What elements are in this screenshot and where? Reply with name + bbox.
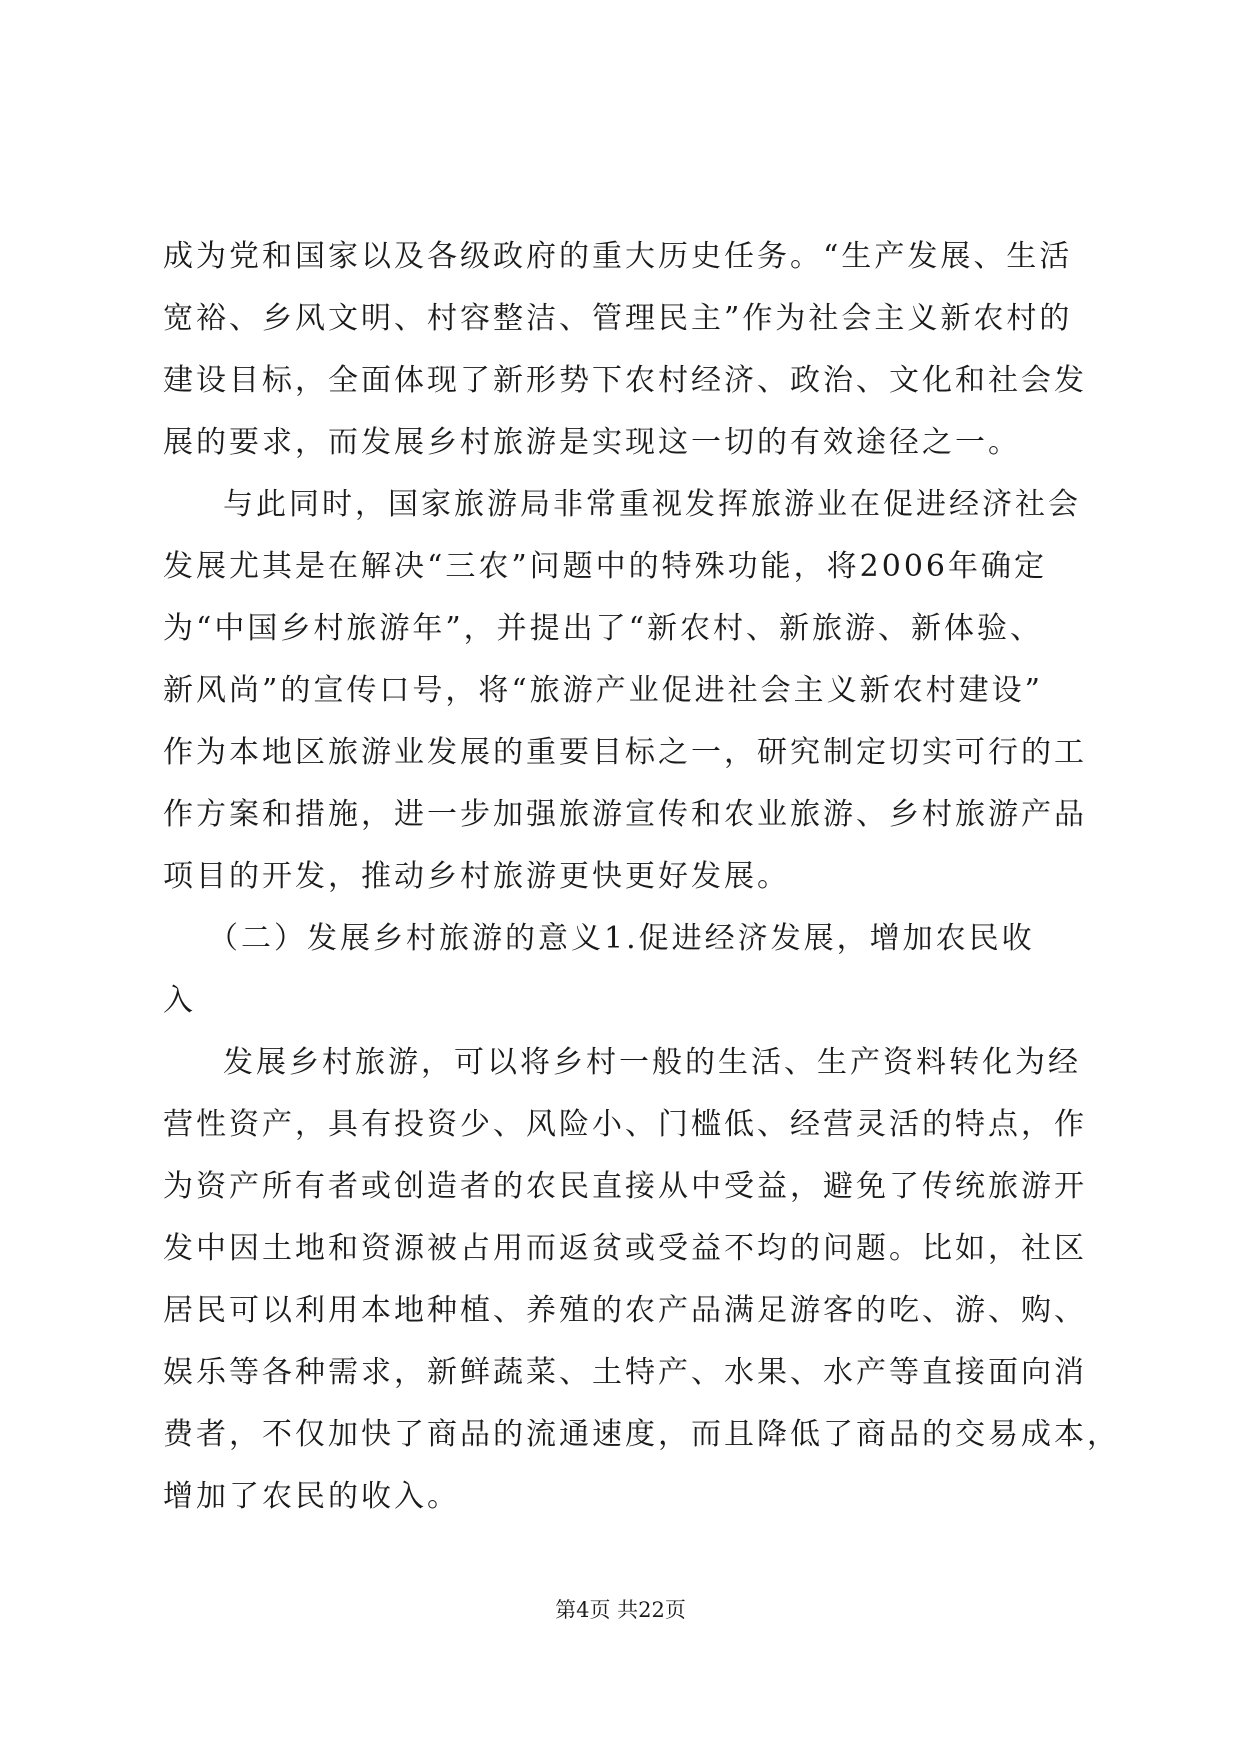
section-heading: （二）发展乡村旅游的意义1.促进经济发展，增加农民收 [208, 921, 1035, 956]
text-line: 新风尚”的宣传口号，将“旅游产业促进社会主义新农村建设” [163, 673, 1044, 708]
text-line: 作为本地区旅游业发展的重要目标之一，研究制定切实可行的工 [163, 735, 1087, 770]
document-body [163, 226, 1120, 1528]
text-line: 发展乡村旅游，可以将乡村一般的生活、生产资料转化为经 [223, 1045, 1081, 1080]
page-number: 第4页 共22页 [555, 1598, 686, 1622]
text-line: 与此同时，国家旅游局非常重视发挥旅游业在促进经济社会 [223, 487, 1081, 522]
text-line: 项目的开发，推动乡村旅游更快更好发展。 [163, 859, 790, 894]
text-line: 费者，不仅加快了商品的流通速度，而且降低了商品的交易成本， [163, 1417, 1120, 1452]
text-line: 成为党和国家以及各级政府的重大历史任务。“生产发展、生活 [163, 239, 1073, 274]
text-line: 发展尤其是在解决“三农”问题中的特殊功能，将2006年确定 [163, 549, 1048, 584]
text-line: 建设目标，全面体现了新形势下农村经济、政治、文化和社会发 [163, 363, 1087, 398]
text-line: 发中因土地和资源被占用而返贫或受益不均的问题。比如，社区 [163, 1231, 1087, 1266]
text-line: 居民可以利用本地种植、养殖的农产品满足游客的吃、游、购、 [163, 1293, 1087, 1328]
text-line: 增加了农民的收入。 [163, 1479, 460, 1514]
text-line: 为“中国乡村旅游年”，并提出了“新农村、新旅游、新体验、 [163, 611, 1044, 646]
section-heading: 入 [163, 983, 196, 1018]
text-line: 娱乐等各种需求，新鲜蔬菜、土特产、水果、水产等直接面向消 [163, 1355, 1087, 1390]
text-line: 宽裕、乡风文明、村容整洁、管理民主”作为社会主义新农村的 [163, 301, 1073, 336]
text-line: 展的要求，而发展乡村旅游是实现这一切的有效途径之一。 [163, 425, 1021, 460]
text-line: 为资产所有者或创造者的农民直接从中受益，避免了传统旅游开 [163, 1169, 1087, 1204]
text-line: 作方案和措施，进一步加强旅游宣传和农业旅游、乡村旅游产品 [163, 797, 1087, 832]
text-line: 营性资产，具有投资少、风险小、门槛低、经营灵活的特点，作 [163, 1107, 1087, 1142]
